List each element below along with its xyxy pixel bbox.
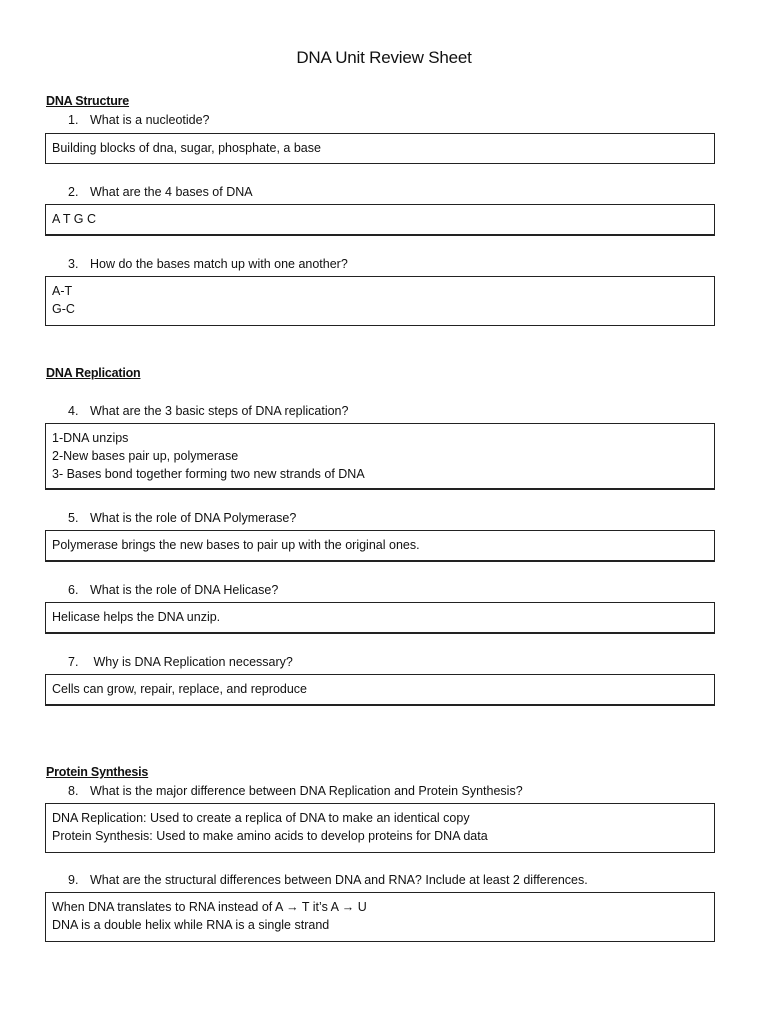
section-heading-dna-structure: DNA Structure	[46, 94, 130, 108]
question-text: Why is DNA Replication necessary?	[90, 655, 293, 669]
section-heading-dna-replication: DNA Replication	[46, 366, 141, 380]
question-text: What is the major difference between DNA Replication and Protein Synthesis?	[90, 784, 523, 798]
answer-line: A T G C	[52, 212, 97, 226]
answer-box-4[interactable]	[45, 423, 715, 490]
answer-box-3[interactable]	[45, 276, 715, 326]
question-text: What is the role of DNA Helicase?	[90, 583, 279, 597]
answer-line: G-C	[52, 302, 75, 316]
question-number: 5.	[68, 511, 79, 525]
question-text: What are the structural differences between DNA and RNA? Include at least 2 differences.	[90, 873, 588, 887]
question-text: What is the role of DNA Polymerase?	[90, 511, 297, 525]
answer-line: A-T	[52, 284, 73, 298]
answer-box-2[interactable]	[45, 204, 715, 236]
question-number: 3.	[68, 257, 79, 271]
answer-box-9[interactable]	[45, 892, 715, 942]
answer-line: Helicase helps the DNA unzip.	[52, 610, 221, 624]
answer-box-8[interactable]	[45, 803, 715, 853]
question-number: 6.	[68, 583, 79, 597]
question-text: What are the 4 bases of DNA	[90, 185, 253, 199]
question-2	[68, 185, 253, 199]
answer-line: 1-DNA unzips	[52, 431, 129, 445]
question-text: How do the bases match up with one another?	[90, 257, 348, 271]
question-number: 8.	[68, 784, 79, 798]
answer-line: 2-New bases pair up, polymerase	[52, 449, 239, 463]
question-text: What are the 3 basic steps of DNA replication?	[90, 404, 349, 418]
question-number: 7.	[68, 655, 79, 669]
answer-line: When DNA translates to RNA instead of A → T it’s A → U	[52, 900, 367, 914]
question-number: 1.	[68, 113, 79, 127]
question-text: What is a nucleotide?	[90, 113, 210, 127]
page-title: DNA Unit Review Sheet	[296, 48, 472, 67]
question-3	[68, 257, 348, 271]
question-6	[68, 583, 278, 597]
question-8	[68, 784, 523, 798]
answer-box-1[interactable]	[45, 133, 715, 164]
question-number: 4.	[68, 404, 79, 418]
question-1	[68, 113, 210, 127]
answer-line: DNA is a double helix while RNA is a single strand	[52, 918, 330, 932]
answer-box-5[interactable]	[45, 530, 715, 562]
answer-line: Protein Synthesis: Used to make amino acids to develop proteins for DNA data	[52, 829, 488, 843]
answer-box-7[interactable]	[45, 674, 715, 706]
answer-line: Building blocks of dna, sugar, phosphate, a base	[52, 141, 321, 155]
answer-box-6[interactable]	[45, 602, 715, 634]
question-5	[68, 511, 296, 525]
question-9	[68, 873, 588, 887]
section-heading-protein-synthesis: Protein Synthesis	[46, 765, 149, 779]
question-number: 9.	[68, 873, 79, 887]
answer-line: Cells can grow, repair, replace, and reproduce	[52, 682, 308, 696]
answer-line: 3- Bases bond together forming two new strands of DNA	[52, 467, 365, 481]
question-number: 2.	[68, 185, 79, 199]
answer-line: Polymerase brings the new bases to pair up with the original ones.	[52, 538, 420, 552]
question-7	[68, 655, 293, 669]
question-4	[68, 404, 348, 418]
answer-line: DNA Replication: Used to create a replica of DNA to make an identical copy	[52, 811, 470, 825]
